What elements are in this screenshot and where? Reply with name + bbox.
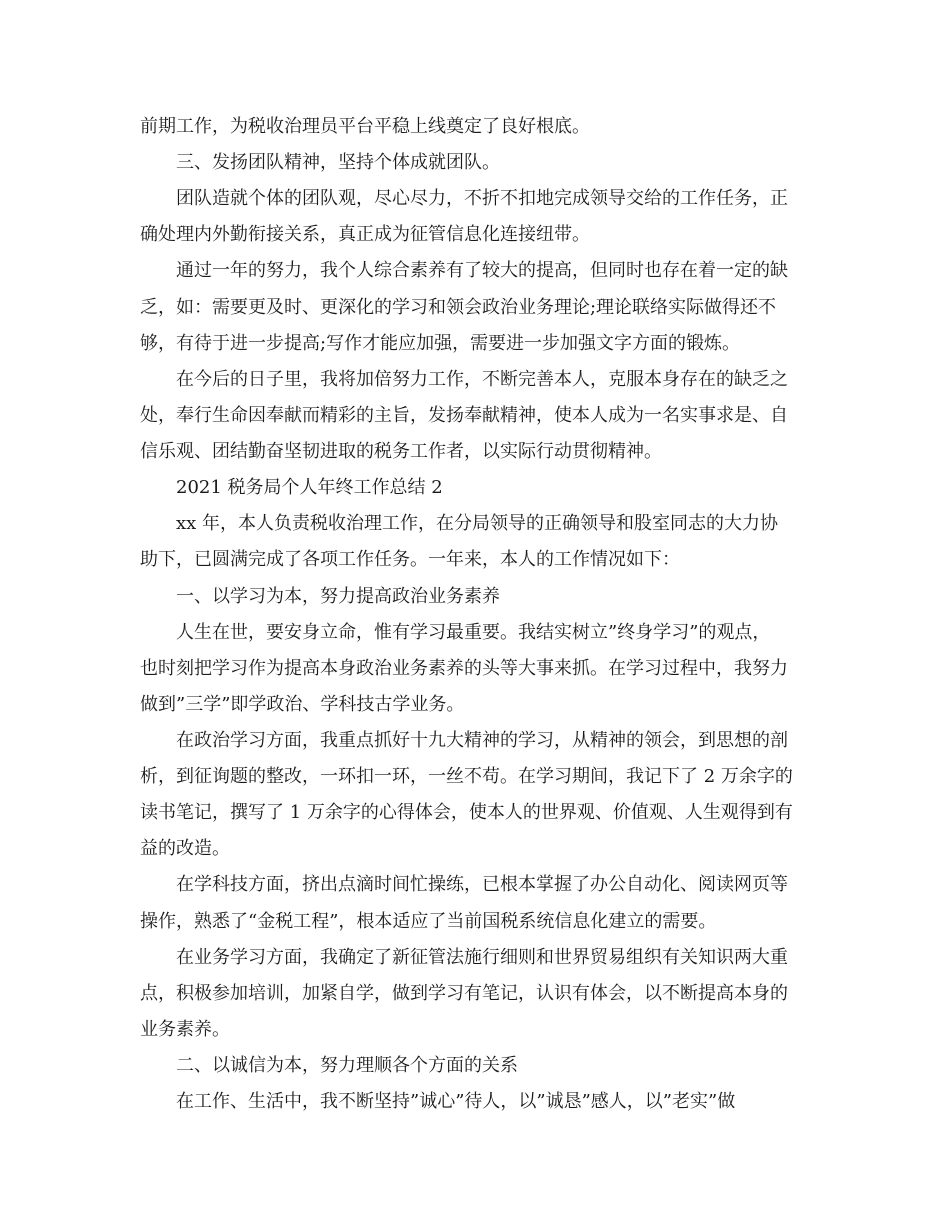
text-line <box>0 401 950 431</box>
text-line <box>0 184 950 214</box>
text-line-content: 析，到征询题的整改，一环扣一环，一丝不苟。在学习期间，我记下了 2 万余字的 <box>140 766 793 787</box>
section-heading <box>0 582 950 612</box>
text-line <box>0 834 950 864</box>
text-line <box>0 618 950 648</box>
text-line-content: 也时刻把学习作为提高本身政治业务素养的头等大事来抓。在学习过程中，我努力 <box>140 658 788 679</box>
text-line-content: xx 年，本人负责税收治理工作，在分局领导的正确领导和股室同志的大力协 <box>176 513 779 534</box>
text-line <box>0 1087 950 1117</box>
text-line <box>0 509 950 539</box>
text-line-content: 操作，熟悉了“金税工程”，根本适应了当前国税系统信息化建立的需要。 <box>140 911 717 932</box>
text-line-content: 二、以诚信为本，努力理顺各个方面的关系 <box>176 1055 518 1076</box>
text-line <box>0 112 950 142</box>
section-heading <box>0 148 950 178</box>
text-line-content: 业务素养。 <box>140 1019 230 1040</box>
text-line <box>0 943 950 973</box>
text-line-content: 乏，如：需要更及时、更深化的学习和领会政治业务理论;理论联络实际做得还不 <box>140 297 777 318</box>
text-line-content: 点，积极参加培训，加紧自学，做到学习有笔记，认识有体会，以不断提高本身的 <box>140 983 788 1004</box>
text-line-content: 一、以学习为本，努力提高政治业务素养 <box>176 586 500 607</box>
text-line <box>0 870 950 900</box>
text-line-content: 人生在世，要安身立命，惟有学习最重要。我结实树立”终身学习”的观点， <box>176 622 771 643</box>
text-line <box>0 1015 950 1045</box>
text-line <box>0 220 950 250</box>
text-line-content: 在工作、生活中，我不断坚持”诚心”待人，以”诚恳”感人，以”老实”做 <box>176 1091 736 1112</box>
text-line-content: 在政治学习方面，我重点抓好十九大精神的学习，从精神的领会，到思想的剖 <box>176 730 788 751</box>
text-line <box>0 690 950 720</box>
text-line-content: 信乐观、团结勤奋坚韧进取的税务工作者，以实际行动贯彻精神。 <box>140 441 662 462</box>
text-line-content: 做到”三学”即学政治、学科技古学业务。 <box>140 694 465 715</box>
text-line <box>0 545 950 575</box>
text-line-content: 在今后的日子里，我将加倍努力工作，不断完善本人，克服本身存在的缺乏之 <box>176 369 788 390</box>
text-line <box>0 798 950 828</box>
text-line-content: 前期工作，为税收治理员平台平稳上线奠定了良好根底。 <box>140 116 590 137</box>
text-line-content: 助下，已圆满完成了各项工作任务。一年来，本人的工作情况如下： <box>140 549 680 570</box>
section-heading <box>0 1051 950 1081</box>
text-line-content: 在学科技方面，挤出点滴时间忙操练，已根本掌握了办公自动化、阅读网页等 <box>176 874 788 895</box>
text-line <box>0 256 950 286</box>
text-line <box>0 726 950 756</box>
text-line-content: 通过一年的努力，我个人综合素养有了较大的提高，但同时也存在着一定的缺 <box>176 260 788 281</box>
text-line-content: 处，奉行生命因奉献而精彩的主旨，发扬奉献精神，使本人成为一名实事求是、自 <box>140 405 788 426</box>
text-line <box>0 437 950 467</box>
text-line <box>0 293 950 323</box>
text-line <box>0 329 950 359</box>
text-line <box>0 365 950 395</box>
text-line-content: 三、发扬团队精神，坚持个体成就团队。 <box>176 152 500 173</box>
text-line <box>0 907 950 937</box>
text-line-content: 够，有待于进一步提高;写作才能应加强，需要进一步加强文字方面的锻炼。 <box>140 333 741 354</box>
text-line-content: 团队造就个体的团队观，尽心尽力，不折不扣地完成领导交给的工作任务，正 <box>176 188 788 209</box>
text-line-content: 确处理内外勤衔接关系，真正成为征管信息化连接纽带。 <box>140 224 590 245</box>
text-line <box>0 654 950 684</box>
text-line-content: 读书笔记，撰写了 1 万余字的心得体会，使本人的世界观、价值观、人生观得到有 <box>140 802 793 823</box>
text-line-content: 在业务学习方面，我确定了新征管法施行细则和世界贸易组织有关知识两大重 <box>176 947 788 968</box>
text-line <box>0 979 950 1009</box>
text-line-content: 益的改造。 <box>140 838 230 859</box>
text-line <box>0 762 950 792</box>
document-title <box>0 473 950 503</box>
text-line-content: 2021 税务局个人年终工作总结 2 <box>176 477 443 498</box>
